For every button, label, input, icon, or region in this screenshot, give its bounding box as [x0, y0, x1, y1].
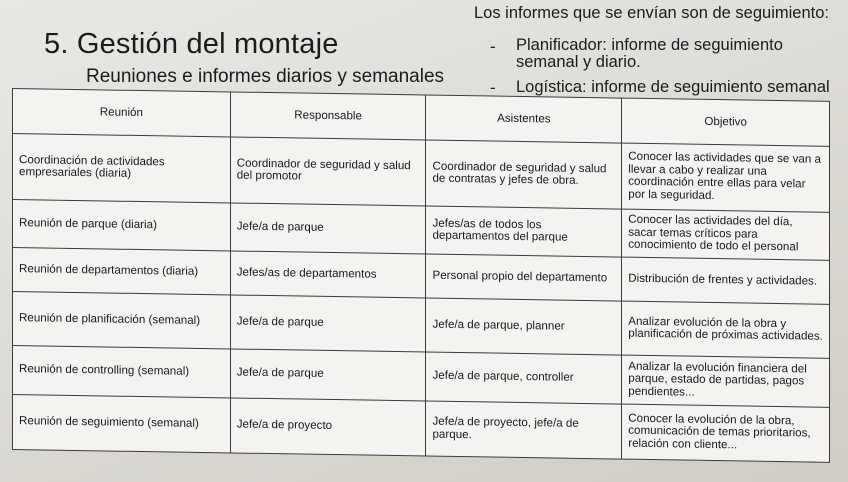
- cell-responsable: Jefe/a de parque: [230, 295, 426, 351]
- bullet-dash: -: [490, 37, 496, 56]
- bullet-logistica: Logística: informe de seguimiento semanal: [516, 78, 830, 96]
- cell-reunion: Reunión de controlling (semanal): [13, 345, 231, 397]
- header-objetivo: Objetivo: [622, 98, 830, 146]
- cell-reunion: Coordinación de actividades empresariales (diaria): [13, 133, 231, 202]
- cell-responsable: Jefes/as de departamentos: [230, 250, 426, 298]
- cell-reunion: Reunión de parque (diaria): [13, 199, 231, 250]
- header-asistentes: Asistentes: [426, 95, 622, 143]
- cell-objetivo: Conocer la evolución de la obra, comunicación de temas prioritarios, relación con cliente...: [622, 404, 830, 463]
- cell-reunion: Reunión de departamentos (diaria): [13, 247, 231, 295]
- cell-asistentes: Personal propio del departamento: [426, 254, 622, 302]
- cell-asistentes: Jefe/a de parque, controller: [426, 352, 622, 404]
- cell-asistentes: Jefe/a de parque, planner: [426, 298, 622, 354]
- cell-responsable: Jefe/a de parque: [230, 348, 426, 400]
- meetings-table: [12, 88, 830, 463]
- table-row: [13, 394, 830, 462]
- bullet-dash: -: [490, 78, 496, 97]
- cell-objetivo: Conocer las actividades del día, sacar temas críticos para conocimiento de todo el personal: [622, 209, 830, 260]
- cell-objetivo: Analizar la evolución financiera del parque, estado de partidas, pagos pendientes...: [622, 355, 830, 407]
- cell-responsable: Jefe/a de parque: [230, 203, 426, 254]
- cell-asistentes: Jefes/as de todos los departamentos del parque: [426, 206, 622, 257]
- header-responsable: Responsable: [230, 92, 426, 140]
- intro-text: Los informes que se envían son de seguimiento:: [474, 4, 829, 22]
- cell-reunion: Reunión de seguimiento (semanal): [13, 394, 231, 453]
- cell-responsable: Coordinador de seguridad y salud del promotor: [230, 137, 426, 206]
- header-reunion: Reunión: [13, 89, 231, 137]
- cell-objetivo: Distribución de frentes y actividades.: [622, 257, 830, 305]
- page-subtitle: Reuniones e informes diarios y semanales: [86, 66, 445, 87]
- cell-reunion: Reunión de planificación (semanal): [13, 292, 231, 349]
- cell-responsable: Jefe/a de proyecto: [230, 397, 426, 456]
- meetings-table-wrapper: [12, 88, 830, 463]
- cell-asistentes: Coordinador de seguridad y salud de contratas y jefes de obra.: [426, 140, 622, 209]
- page-title: 5. Gestión del montaje: [44, 28, 339, 60]
- cell-objetivo: Analizar evolución de la obra y planificación de próximas actividades.: [622, 301, 830, 358]
- cell-objetivo: Conocer las actividades que se van a llevar a cabo y realizar una coordinación entre ellas para velar por la seguridad.: [622, 143, 830, 212]
- cell-asistentes: Jefe/a de proyecto, jefe/a de parque.: [426, 401, 622, 460]
- bullet-planificador: Planificador: informe de seguimiento semanal y diario.: [516, 36, 783, 71]
